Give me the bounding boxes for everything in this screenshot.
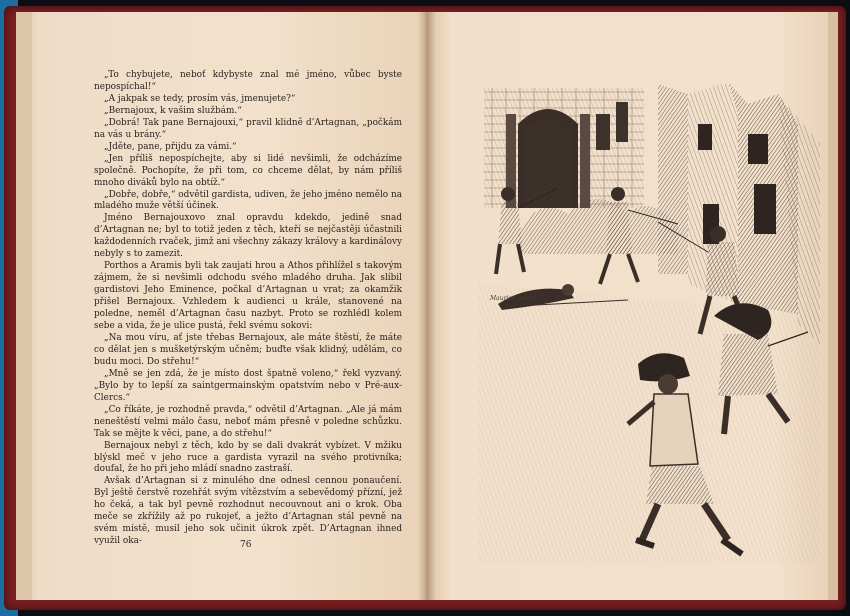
body-text <box>94 70 402 548</box>
paragraph: „Bernajoux, k vašim službám.“ <box>104 105 242 116</box>
artist-signature: Maurice Leloir <box>490 295 536 302</box>
paragraph: Porthos a Aramis byli tak zaujati hrou a Athos přihlížel s takovým zájmem, že si nevšimli odchodu svého mladého druha. Jak slíbil gardistovi Jeho Eminence, počkal d’Artagnan u vrat; za okamžik přišel Bernajoux. Vzhledem k audienci u krále, stanovené na poledne, neměl d’Artagnan času nazbyt. Proto se rozhlédl kolem sebe a vida, že je ulice pustá, řekl svému sokovi: <box>94 261 402 332</box>
paragraph: Jméno Bernajouxovo znal opravdu kdekdo, jedině snad d’Artagnan ne; byl to totiž jeden z těch, kteří se nejčastěji účastnili každodenních rvaček, jimž ani všechny zákazy královy a kardinálovy nebyly s to zamezit. <box>94 213 402 260</box>
left-page <box>16 12 426 600</box>
open-book <box>16 12 838 600</box>
paragraph: „Jen příliš nepospíchejte, aby si lidé nevšimli, že odcházíme společně. Pochopíte, že při tom, co chceme dělat, by nám příliš mnoho diváků bylo na obtíž.“ <box>94 153 402 188</box>
paragraph: Bernajoux nebyl z těch, kdo by se dali dvakrát vybízet. V mžiku blýskl meč v jeho ruce a gardista vyrazil na svého protivníka; doufal, že ho při jeho mládí snadno zastraší. <box>94 440 402 475</box>
paragraph: „Jděte, pane, přijdu za vámi.“ <box>104 141 237 152</box>
duel-illustration <box>478 84 820 562</box>
paragraph: „Mně se jen zdá, že je místo dost špatně voleno,“ řekl vyzvaný. „Bylo by to lepší za saintgermainským opatstvím nebo v Pré-aux-Clercs.“ <box>94 368 402 403</box>
right-page <box>426 12 838 600</box>
page-number: 76 <box>240 540 252 550</box>
paragraph: „A jakpak se tedy, prosím vás, jmenujete?“ <box>104 93 296 104</box>
book-gutter <box>418 12 436 600</box>
paragraph: „Co říkáte, je rozhodně pravda,“ odvětil d’Artagnan. „Ale já mám neneštěstí velmi málo času, neboť mám přesně v poledne schůzku. Tak se mějte k věci, pane, a do střehu!“ <box>94 404 402 439</box>
page-edges-left <box>16 12 32 600</box>
page-edges-right <box>828 12 838 600</box>
paragraph: „Dobře, dobře,“ odvětil gardista, udiven, že jeho jméno nemělo na mladého muže větší účinek. <box>94 189 402 212</box>
paragraph: „Na mou víru, ať jste třebas Bernajoux, ale máte štěstí, že máte co dělat jen s mušketýrským učněm; buďte však klidný, udělám, co budu moci. Do střehu!“ <box>94 332 402 367</box>
paragraph: „Dobrá! Tak pane Bernajouxi,“ pravil klidně d’Artagnan, „počkám na vás u brány.“ <box>94 117 402 140</box>
paragraph: Avšak d’Artagnan si z minulého dne odnesl cennou ponaučení. Byl ještě čerstvě rozehřát svým vítězstvím a sebevědomý přízní, jež ho čeká, a tak byl pevně rozhodnut necouvnout ani o krok. Oba meče se zkřížily až po rukojeť, a ježto d’Artagnan stál pevně na svém místě, musil jeho sok učinit úkrok zpět. D’Artagnan ihned využil oka- <box>94 476 402 547</box>
paragraph: „To chybujete, neboť kdybyste znal mé jméno, vůbec byste nepospíchal!“ <box>94 70 402 92</box>
